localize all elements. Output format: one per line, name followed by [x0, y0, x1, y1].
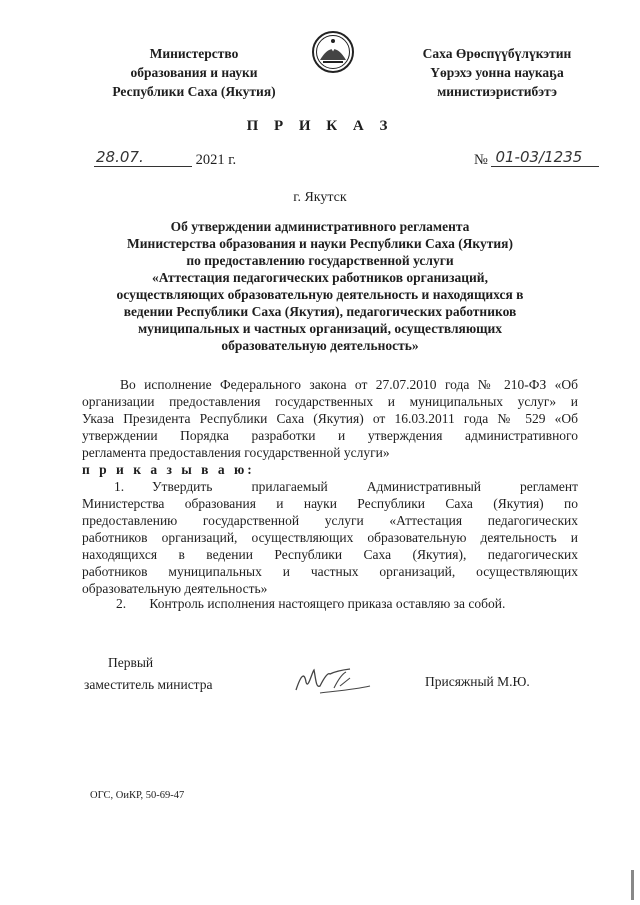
- ministry-yakut-line-2: Үөрэхэ уонна наукаҕа: [430, 65, 564, 80]
- preamble-line: Во исполнение Федерального закона от 27.07.2010 года № 210-ФЗ «Об: [120, 377, 578, 392]
- preamble-line: организации предоставления государственных и муниципальных услуг» и: [82, 394, 578, 409]
- item-text: Контроль исполнения настоящего приказа оставляю за собой.: [149, 596, 506, 611]
- item-line: работников муниципальных и частных организаций, осуществляющих: [82, 564, 578, 579]
- order-directive: п р и к а з ы в а ю:: [82, 462, 255, 477]
- subject-line: по предоставлению государственной услуги: [186, 253, 454, 268]
- subject-line: осуществляющих образовательную деятельность и находящихся в: [116, 287, 524, 302]
- item-line: работников организаций, осуществляющих образовательную деятельность и: [82, 530, 578, 545]
- item-number: 1.: [114, 479, 125, 494]
- ministry-yakut-line-3: министиэристибэтэ: [437, 84, 557, 99]
- item-number: 2.: [116, 596, 127, 611]
- order-date: [94, 150, 236, 169]
- subject-line: ведении Республики Саха (Якутия), педагогических работников: [123, 304, 517, 319]
- signatory-title: [84, 652, 213, 696]
- ministry-line-1: Министерство: [149, 46, 239, 61]
- item-line: находящихся в ведении Республики Саха (Якутия), педагогических: [82, 547, 578, 562]
- subject-line: «Аттестация педагогических работников организаций,: [152, 270, 488, 285]
- ministry-name-russian: [94, 44, 294, 101]
- item-text: Утвердить прилагаемый Административный регламент: [152, 479, 578, 494]
- ministry-line-2: образования и науки: [130, 65, 258, 80]
- number-sign: №: [474, 152, 488, 168]
- preamble-line: Указа Президента Республики Саха (Якутия) от 16.03.2011 года № 529 «Об: [82, 411, 578, 426]
- order-subject: [80, 218, 560, 354]
- document-title: П Р И К А З: [246, 118, 394, 134]
- yakutia-coat-of-arms-icon: [311, 30, 355, 74]
- order-item-1: [82, 478, 578, 495]
- ministry-yakut-line-1: Саха Өрөспүүбүлүкэтин: [422, 46, 572, 61]
- ministry-line-3: Республики Саха (Якутия): [112, 84, 276, 99]
- item-line: образовательную деятельность»: [82, 581, 268, 596]
- item-line: предоставлению государственной услуги «Аттестация педагогических: [82, 513, 578, 528]
- date-year: 2021 г.: [195, 152, 237, 168]
- order-number: [474, 150, 599, 169]
- preamble-line: регламента предоставления государственной услуги»: [82, 445, 390, 460]
- number-handwritten: 01-03/1235: [491, 148, 599, 167]
- item-line: Министерства образования и науки Республики Саха (Якутия) по: [82, 496, 578, 511]
- subject-line: Министерства образования и науки Республики Саха (Якутия): [127, 236, 513, 251]
- city: г. Якутск: [293, 190, 347, 205]
- subject-line: Об утверждении административного регламента: [170, 219, 470, 234]
- order-item-2: [82, 596, 505, 612]
- executor-contact: ОГС, ОиКР, 50-69-47: [90, 790, 185, 801]
- signatory-name: Присяжный М.Ю.: [425, 674, 530, 689]
- subject-line: муниципальных и частных организаций, осуществляющих: [137, 321, 503, 336]
- signatory-title-line-2: заместитель министра: [84, 677, 213, 692]
- subject-line: образовательную деятельность»: [221, 338, 419, 353]
- date-handwritten: 28.07.: [94, 148, 192, 167]
- signatory-title-line-1: Первый: [108, 655, 154, 670]
- order-body: [82, 376, 578, 597]
- handwritten-signature-icon: [290, 660, 380, 700]
- ministry-name-yakut: [392, 44, 602, 101]
- preamble-line: утверждении Порядка разработки и утверждения административного: [82, 428, 578, 443]
- scan-edge-mark: [631, 870, 634, 900]
